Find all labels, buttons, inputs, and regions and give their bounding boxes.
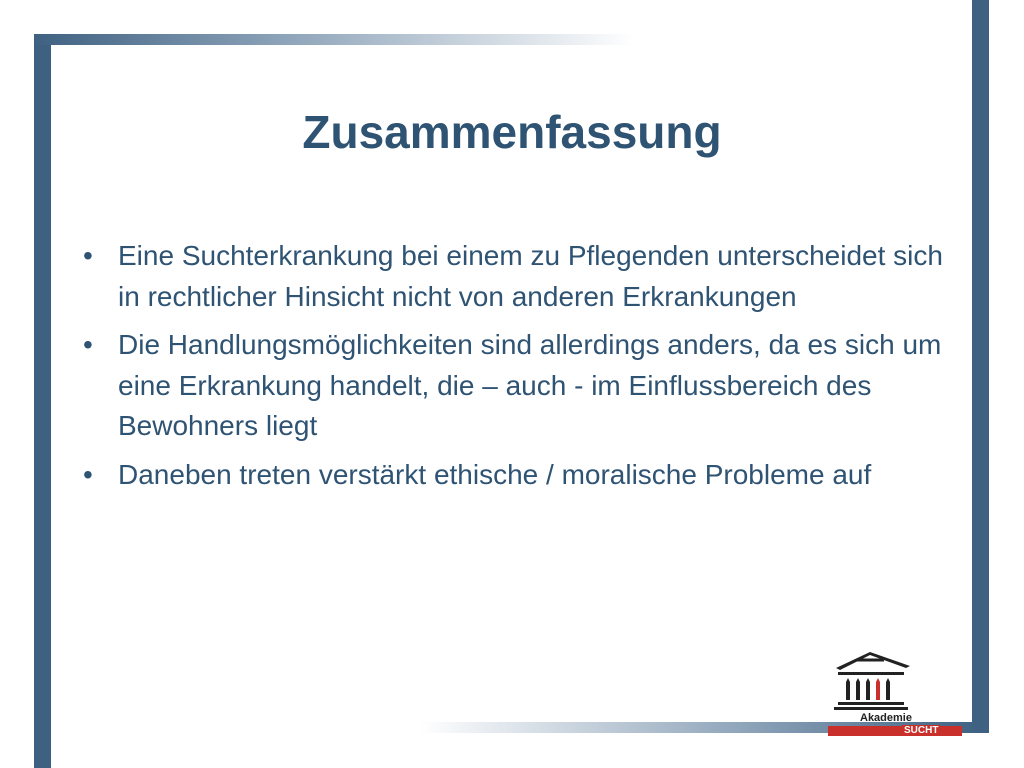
bullet-item <box>76 325 956 447</box>
bullet-item <box>76 236 956 317</box>
bullet-marker: • <box>83 458 93 490</box>
logo-red-bar <box>828 726 962 736</box>
bullet-list <box>76 236 956 503</box>
slide-title: Zusammenfassung <box>302 106 722 158</box>
bullet-text: Die Handlungsmöglichkeiten sind allerdings anders, da es sich um eine Erkrankung handelt, die – auch - im Einflussbereich des Bewohners liegt <box>118 329 942 441</box>
bullet-text: Eine Suchterkrankung bei einem zu Pflegenden unterscheidet sich in rechtlicher Hinsicht nicht von anderen Erkrankungen <box>118 240 943 312</box>
akademie-sucht-logo <box>826 646 966 738</box>
bullet-item <box>76 455 956 496</box>
frame-top-bar <box>34 34 634 45</box>
bullet-marker: • <box>83 240 93 271</box>
temple-icon <box>826 646 966 712</box>
bullet-marker: • <box>83 329 93 360</box>
logo-text-sucht: SUCHT <box>904 725 939 736</box>
bullet-text: Daneben treten verstärkt ethische / moralische Probleme auf <box>118 458 872 490</box>
logo-text-akademie: Akademie <box>860 712 912 724</box>
